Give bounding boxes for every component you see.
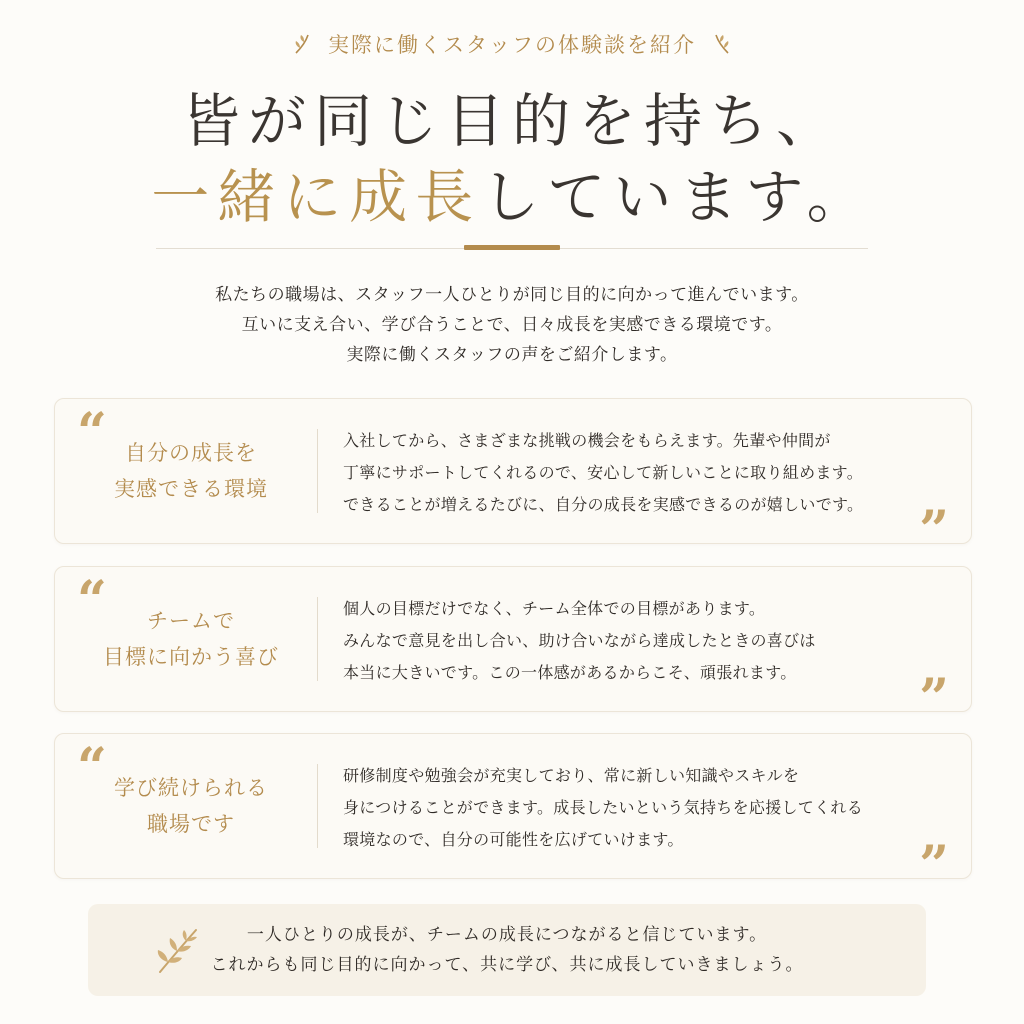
card-body-line: できることが増えるたびに、自分の成長を実感できるのが嬉しいです。: [343, 495, 864, 514]
card-body: [343, 425, 943, 521]
testimonial-card: [54, 398, 972, 561]
card-title-line: 自分の成長を: [125, 441, 257, 465]
open-quote-icon: “: [77, 737, 107, 798]
intro-paragraph: [0, 280, 1024, 370]
card-body-line: 本当に大きいです。この一体感があるからこそ、頑張れます。: [343, 663, 797, 682]
card-title: [75, 734, 307, 878]
card-title-line: 職場です: [147, 812, 235, 836]
card-body-line: 研修制度や勉強会が充実しており、常に新しい知識やスキルを: [343, 766, 800, 785]
card-body-line: 入社してから、さまざまな挑戦の機会をもらえます。先輩や仲間が: [343, 431, 831, 450]
headline-rest: しています。: [481, 163, 873, 231]
intro-line: 私たちの職場は、スタッフ一人ひとりが同じ目的に向かって進んでいます。: [215, 285, 809, 305]
card-body-line: 個人の目標だけでなく、チーム全体での目標があります。: [343, 599, 766, 618]
intro-line: 実際に働くスタッフの声をご紹介します。: [346, 345, 678, 365]
card-title-line: チームで: [147, 609, 235, 633]
card-divider: [317, 429, 318, 513]
closing-line: 一人ひとりの成長が、チームの成長につながると信じています。: [246, 925, 768, 945]
laurel-left-icon: [292, 33, 314, 55]
card-title: [75, 567, 307, 711]
card-body-line: 環境なので、自分の可能性を広げていけます。: [343, 830, 684, 849]
card-title-line: 学び続けられる: [114, 776, 268, 800]
testimonial-card: [54, 566, 972, 729]
testimonial-card: [54, 733, 972, 896]
closing-message: [88, 904, 926, 996]
card-body: [343, 593, 943, 689]
eyebrow-text: 実際に働くスタッフの体験談を紹介: [328, 33, 696, 57]
close-quote-icon: ”: [919, 835, 949, 896]
card-title-line: 目標に向かう喜び: [103, 645, 279, 669]
headline-line-2: [0, 163, 1024, 231]
card-body-line: みんなで意見を出し合い、助け合いながら達成したときの喜びは: [343, 631, 816, 650]
intro-line: 互いに支え合い、学び合うことで、日々成長を実感できる環境です。: [241, 315, 783, 335]
eyebrow: [0, 26, 1024, 62]
close-quote-icon: ”: [919, 668, 949, 729]
headline-line-1: 皆が同じ目的を持ち、: [181, 87, 842, 155]
card-divider: [317, 597, 318, 681]
headline-highlight: 一緒に成長: [151, 163, 482, 231]
open-quote-icon: “: [77, 402, 107, 463]
divider-accent: [464, 245, 560, 250]
closing-line: これからも同じ目的に向かって、共に学び、共に成長していきましょう。: [210, 955, 804, 975]
laurel-right-icon: [710, 33, 732, 55]
close-quote-icon: ”: [919, 500, 949, 561]
card-body-line: 丁寧にサポートしてくれるので、安心して新しいことに取り組めます。: [343, 463, 864, 482]
closing-text: [88, 920, 926, 980]
open-quote-icon: “: [77, 570, 107, 631]
card-divider: [317, 764, 318, 848]
card-body: [343, 760, 943, 856]
card-title-line: 実感できる環境: [114, 477, 268, 501]
card-body-line: 身につけることができます。成長したいという気持ちを応援してくれる: [343, 798, 864, 817]
card-title: [75, 399, 307, 543]
